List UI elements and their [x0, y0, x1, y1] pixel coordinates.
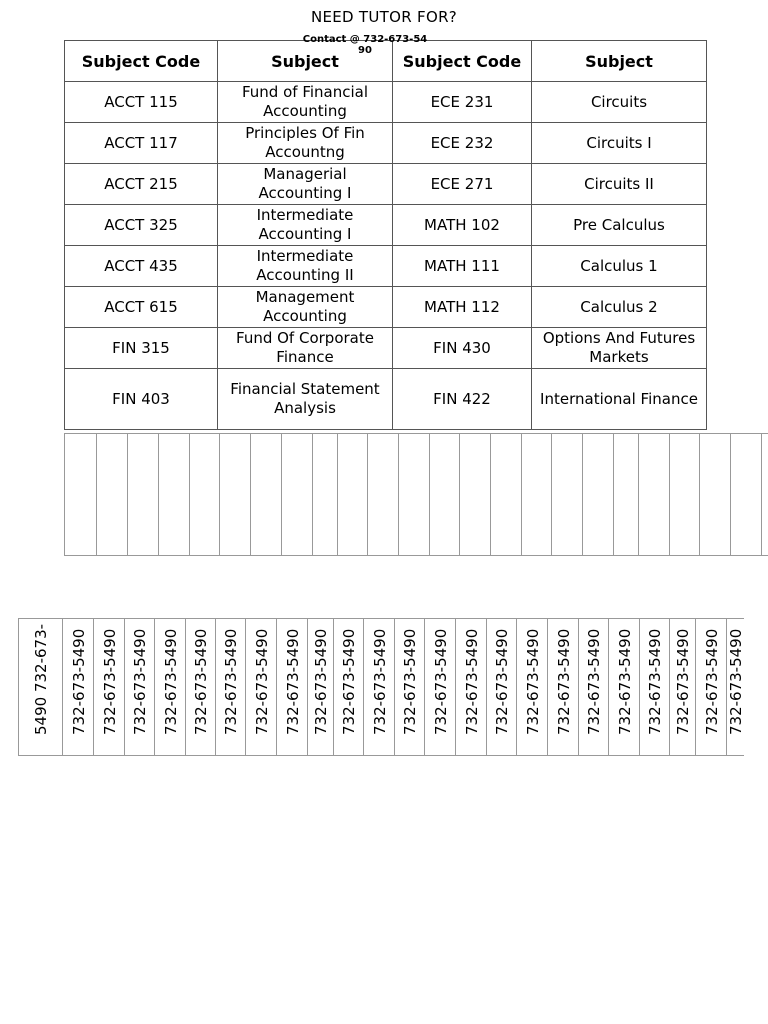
strip-divider — [490, 434, 491, 555]
tear-off-tab[interactable] — [93, 619, 125, 755]
tear-off-tab[interactable] — [639, 619, 670, 755]
subject-name-cell: Management Accounting — [218, 287, 393, 328]
subject-name-cell: Circuits I — [532, 123, 707, 164]
tab-phone-text: 732-673-5490 — [493, 628, 511, 735]
subject-name-cell: Calculus 2 — [532, 287, 707, 328]
tab-phone-text: 732-673-5490 — [69, 628, 88, 735]
tear-off-tab[interactable] — [185, 619, 216, 755]
strip-divider — [761, 434, 762, 555]
tear-off-tab[interactable] — [276, 619, 308, 755]
subject-code-cell: ACCT 115 — [65, 82, 218, 123]
tear-off-tab[interactable] — [547, 619, 579, 755]
subject-code-cell: ACCT 117 — [65, 123, 218, 164]
strip-divider — [127, 434, 128, 555]
tear-off-tab[interactable] — [333, 619, 364, 755]
subject-code-cell: FIN 422 — [393, 369, 532, 430]
tear-off-tab[interactable] — [455, 619, 487, 755]
table-row — [65, 82, 707, 123]
tear-off-tab[interactable] — [695, 619, 727, 755]
subject-name-cell: Pre Calculus — [532, 205, 707, 246]
tab-phone-text: 732-673-5490 — [283, 628, 302, 735]
tear-off-tab[interactable] — [154, 619, 186, 755]
contact-line: Contact @ 732-673-5490 — [302, 34, 428, 56]
strip-divider — [582, 434, 583, 555]
tab-phone-text: 732-673-5490 — [727, 628, 745, 735]
subject-code-cell: ECE 231 — [393, 82, 532, 123]
subject-name-cell: Managerial Accounting I — [218, 164, 393, 205]
subject-name-cell: Circuits — [532, 82, 707, 123]
tear-off-tabs — [18, 618, 744, 756]
col-header-subject-2: Subject — [532, 41, 707, 82]
tear-off-tab[interactable] — [424, 619, 456, 755]
strip-divider — [337, 434, 338, 555]
subject-name-cell: International Finance — [532, 369, 707, 430]
subject-code-cell: FIN 430 — [393, 328, 532, 369]
subject-name-cell: Fund of Financial Accounting — [218, 82, 393, 123]
strip-divider — [521, 434, 522, 555]
subject-code-cell: ECE 232 — [393, 123, 532, 164]
tab-phone-text: 732-673-5490 — [131, 628, 149, 735]
strip-divider — [250, 434, 251, 555]
tab-phone-text: 732-673-5490 — [370, 628, 389, 735]
tab-phone-text: 732-673-5490 — [615, 628, 634, 735]
tear-off-tab[interactable] — [215, 619, 246, 755]
strip-divider — [96, 434, 97, 555]
subject-name-cell: Financial Statement Analysis — [218, 369, 393, 430]
tear-off-tab[interactable] — [62, 619, 94, 755]
subject-code-cell: FIN 315 — [65, 328, 218, 369]
tab-phone-text: 732-673-5490 — [252, 628, 271, 735]
table-row — [65, 328, 707, 369]
table-row — [65, 205, 707, 246]
table-row — [65, 369, 707, 430]
subject-code-cell: ECE 271 — [393, 164, 532, 205]
strip-divider — [189, 434, 190, 555]
strip-divider — [638, 434, 639, 555]
subject-code-cell: ACCT 435 — [65, 246, 218, 287]
strip-divider — [312, 434, 313, 555]
strip-divider — [551, 434, 552, 555]
subject-name-cell: Fund Of Corporate Finance — [218, 328, 393, 369]
tear-off-tab[interactable] — [18, 619, 63, 755]
tab-phone-text: 732-673-5490 — [222, 628, 240, 735]
tab-phone-text: 732-673-5490 — [462, 628, 481, 735]
subject-name-cell: Principles Of Fin Accountng — [218, 123, 393, 164]
table-row — [65, 164, 707, 205]
tear-off-tab[interactable] — [363, 619, 395, 755]
strip-divider — [158, 434, 159, 555]
table-row — [65, 246, 707, 287]
tear-off-tab[interactable] — [307, 619, 334, 755]
tear-off-tab[interactable] — [245, 619, 277, 755]
tear-off-tab[interactable] — [516, 619, 548, 755]
tab-phone-text: 732-673-5490 — [312, 628, 330, 735]
tab-phone-text: 732-673-5490 — [523, 628, 542, 735]
subject-code-cell: MATH 112 — [393, 287, 532, 328]
tab-phone-text: 732-673-5490 — [431, 628, 450, 735]
subject-code-cell: ACCT 325 — [65, 205, 218, 246]
tear-off-tab[interactable] — [726, 619, 745, 755]
col-header-subject-code-2: Subject Code — [393, 41, 532, 82]
tab-phone-text: 5490 732-673- — [32, 623, 50, 735]
subject-code-cell: MATH 111 — [393, 246, 532, 287]
col-header-subject-1: Subject — [218, 41, 393, 82]
strip-divider — [459, 434, 460, 555]
subject-name-cell: Intermediate Accounting II — [218, 246, 393, 287]
strip-divider — [669, 434, 670, 555]
tear-off-tab[interactable] — [124, 619, 155, 755]
tab-phone-text: 732-673-5490 — [674, 628, 692, 735]
strip-divider — [398, 434, 399, 555]
subject-code-cell: ACCT 215 — [65, 164, 218, 205]
table-row — [65, 123, 707, 164]
strip-divider — [281, 434, 282, 555]
tab-phone-text: 732-673-5490 — [554, 628, 573, 735]
tear-off-tab[interactable] — [578, 619, 609, 755]
strip-divider — [367, 434, 368, 555]
tear-off-tab[interactable] — [394, 619, 425, 755]
strip-divider — [730, 434, 731, 555]
page-title: NEED TUTOR FOR? — [310, 8, 458, 26]
col-header-subject-code-1: Subject Code — [65, 41, 218, 82]
subject-code-cell: MATH 102 — [393, 205, 532, 246]
tab-phone-text: 732-673-5490 — [585, 628, 603, 735]
subject-name-cell: Intermediate Accounting I — [218, 205, 393, 246]
subject-name-cell: Circuits II — [532, 164, 707, 205]
strip-divider — [613, 434, 614, 555]
subject-code-cell: FIN 403 — [65, 369, 218, 430]
strip-divider — [699, 434, 700, 555]
strip-divider — [219, 434, 220, 555]
tab-phone-text: 732-673-5490 — [646, 628, 664, 735]
tear-off-tab[interactable] — [669, 619, 696, 755]
tear-off-tab[interactable] — [486, 619, 517, 755]
tab-phone-text: 732-673-5490 — [702, 628, 721, 735]
subjects-table — [64, 40, 707, 430]
tab-phone-text: 732-673-5490 — [192, 628, 210, 735]
subject-code-cell: ACCT 615 — [65, 287, 218, 328]
subject-name-cell: Options And Futures Markets — [532, 328, 707, 369]
subject-name-cell: Calculus 1 — [532, 246, 707, 287]
tab-phone-text: 732-673-5490 — [100, 628, 119, 735]
tab-phone-text: 732-673-5490 — [401, 628, 419, 735]
tab-phone-text: 732-673-5490 — [340, 628, 358, 735]
strip-divider — [429, 434, 430, 555]
tab-phone-text: 732-673-5490 — [161, 628, 180, 735]
tear-off-tab[interactable] — [608, 619, 640, 755]
blank-strip — [64, 433, 768, 556]
table-row — [65, 287, 707, 328]
